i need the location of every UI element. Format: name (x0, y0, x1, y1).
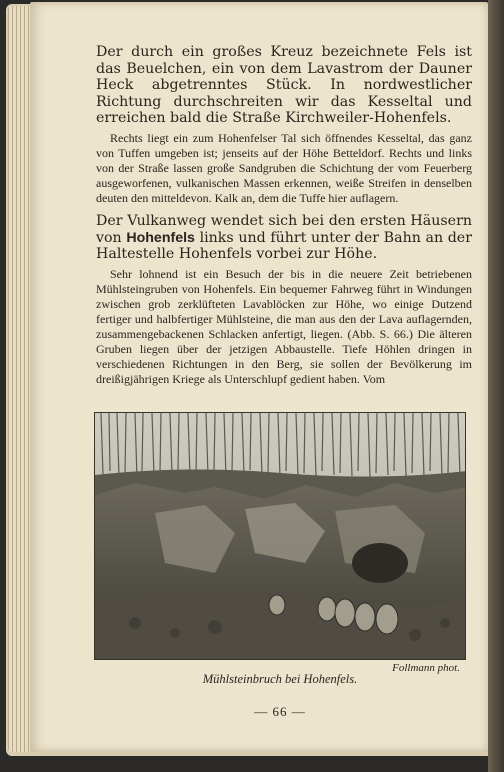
photo-credit: Follmann phot. (392, 662, 460, 674)
photo-caption: Mühlsteinbruch bei Hohenfels. (202, 672, 358, 686)
paragraph-muehlsteingruben: Sehr lohnend ist ein Besuch der bis in die neuere Zeit betriebenen Mühlsteingruben von Hohenfels. Ein bequemer Fahrweg führt in Windungen zwischen grob zerklüfteten Lavablöcken zur Höhe, wo einige Dutzend fertiger und halbfertiger Mühlsteine, die man aus den der Lava auflagernden, zusammengebackenen Schlacken anfertigt, liegen. (Abb. S. 66.) Die älteren Gruben liegen über der jetzigen Abbaustelle. Tiefe Höhlen dringen in verschiedenen Richtungen in den Berg, sie sollen der Bevölkerung im dreißigjährigen Kriege als Unterschlupf gedient haben. Vom (96, 266, 472, 386)
body-text (96, 44, 472, 394)
place-hohenfels: Hohenfels (126, 229, 195, 246)
page-number: — 66 — (254, 704, 306, 719)
paragraph-vulkanweg (96, 213, 472, 263)
book-spine-edge (488, 0, 504, 772)
vulkanweg-text-after: links und führt unter der Bahn an der Haltestelle Hohenfels vorbei zur Höhe. (96, 229, 472, 263)
quarry-photo-image (95, 413, 466, 660)
paragraph-beuelchen: Der durch ein großes Kreuz bezeichnete Fels ist das Beuelchen, ein von dem Lavastrom der Dauner Heck abgetrenntes Stück. In nordwestlicher Richtung durchschreiten wir das Kesseltal und erreichen bald die Straße Kirchweiler-Hohenfels. (96, 44, 472, 127)
quarry-photograph (94, 412, 466, 660)
paragraph-kesseltal: Rechts liegt ein zum Hohenfelser Tal sich öffnendes Kesseltal, das ganz von Tuffen umgeben ist; jenseits auf der Höhe Betteldorf. Rechts und links von der Straße lassen große Sandgruben die Schichtung der vom Feuerberg ausgeworfenen, vulkanischen Massen erkennen, weiße Streifen in denselben deuten den mitteldevon. Kalk an, dem die Tuffe hier auflagern. (96, 130, 472, 205)
vulkanweg-text-before: Der Vulkanweg wendet sich bei den ersten Häusern von (96, 212, 472, 246)
